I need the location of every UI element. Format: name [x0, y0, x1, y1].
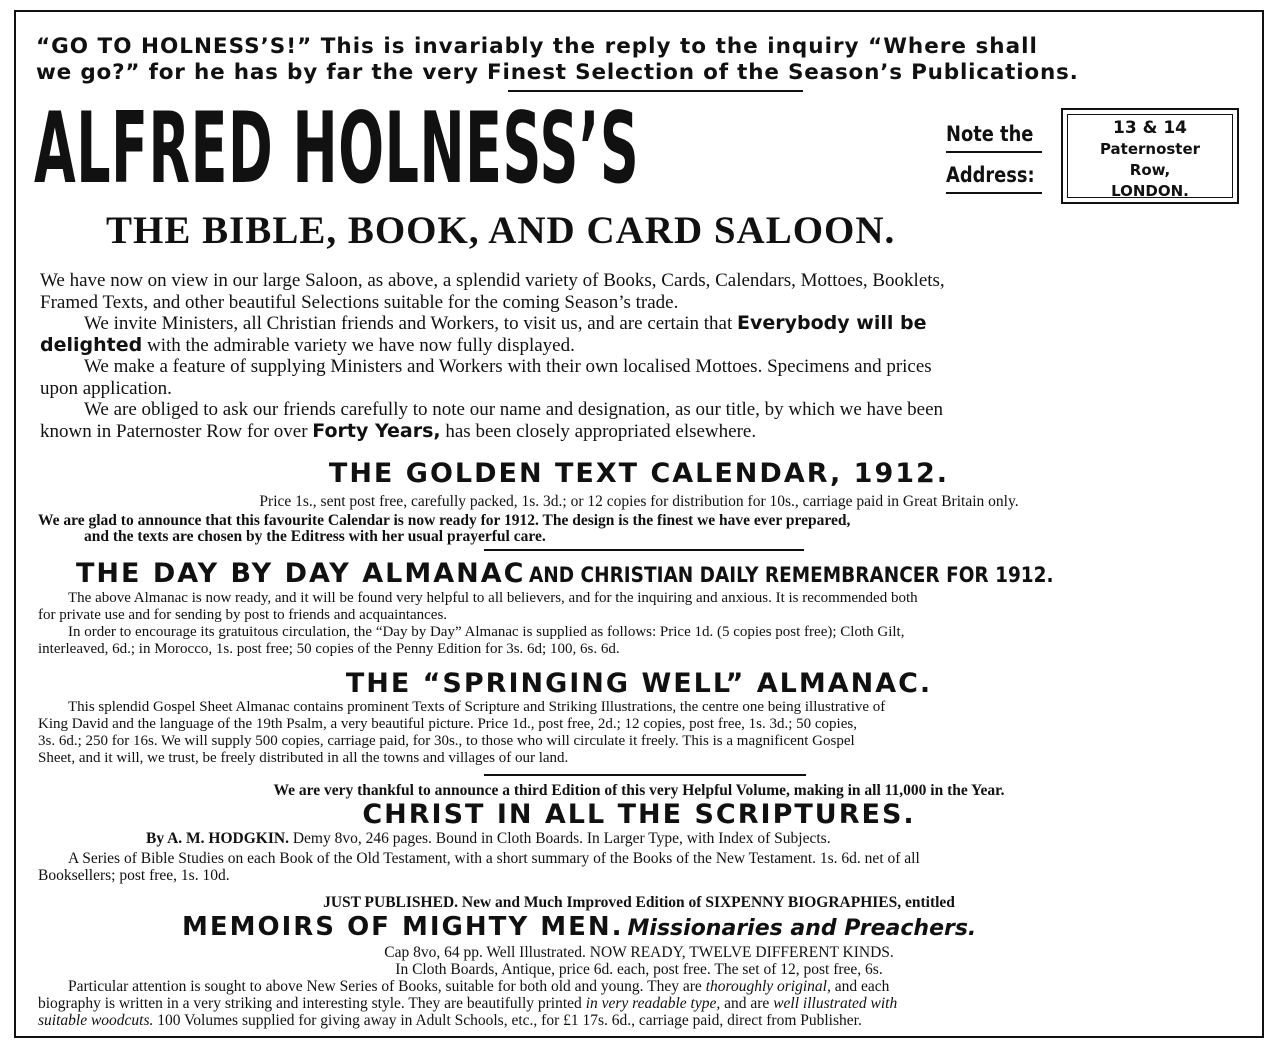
divider: [484, 549, 804, 551]
memoirs-italic: thoroughly original,: [705, 978, 831, 995]
memoirs-text-span: and are: [724, 995, 770, 1012]
body-line: We make a feature of supplying Ministers and Workers with their own localised Mottoes. Specimens and prices: [84, 356, 932, 377]
body-line: [40, 421, 1240, 443]
almanac-line: interleaved, 6d.; in Morocco, 1s. post free; 50 copies of the Penny Edition for 3s. 6d; 100, 6s. 6d.: [38, 641, 620, 657]
address-street: Paternoster: [1099, 140, 1201, 158]
memoirs-subtitle: Missionaries and Preachers.: [627, 916, 977, 941]
memoirs-italic: well illustrated with: [773, 995, 898, 1012]
address-city: LONDON.: [1111, 182, 1189, 200]
divider: [946, 151, 1042, 153]
intro-line-1-rest: This is invariably the reply to the inquiry “Where shall: [320, 34, 1038, 59]
body-text-span: We have now on view in our large Saloon, as above, a splendid variety of Books, Cards, Calendars, Mottoes, Booklets,: [40, 270, 945, 291]
memoirs-line: Cap 8vo, 64 pp. Well Illustrated. NOW READY, TWELVE DIFFERENT KINDS.: [384, 944, 894, 961]
springing-line: 3s. 6d.; 250 for 16s. We will supply 500 copies, carriage paid, for 30s., to those who will circulate it freely. This is a magnificent Gospel: [38, 733, 855, 749]
christ-text: [38, 850, 1253, 884]
intro-quote: “GO TO HOLNESS’S!”: [36, 34, 313, 59]
address-label: Address:: [946, 163, 1035, 187]
memoirs-text-span: and each: [834, 978, 890, 995]
christ-title: CHRIST IN ALL THE SCRIPTURES.: [362, 799, 916, 830]
note-the-label: Note the: [946, 122, 1034, 146]
divider: [946, 192, 1042, 194]
memoirs-line: [38, 995, 1253, 1012]
address-row: Row,: [1129, 161, 1171, 179]
memoirs-title: MEMOIRS OF MIGHTY MEN.: [182, 912, 624, 942]
memoirs-text-span: 100 Volumes supplied for giving away in Adult Schools, etc., for £1 17s. 6d., carriage paid, direct from Publisher.: [157, 1012, 862, 1029]
body-text-span: known in Paternoster Row for over: [40, 420, 308, 442]
emphasis-text: delighted: [40, 333, 143, 356]
body-line: We are obliged to ask our friends carefully to note our name and designation, as our title, by which we have been: [84, 399, 943, 420]
springing-well-title: THE “SPRINGING WELL” ALMANAC.: [345, 668, 933, 699]
golden-glad-line-1: We are glad to announce that this favourite Calendar is now ready for 1912. The design is the finest we have ever prepared,: [38, 512, 851, 529]
body-text-span: with the admirable variety we have now fully displayed.: [146, 334, 575, 356]
memoirs-line: [38, 978, 1253, 995]
memoirs-italic: in very readable type,: [585, 995, 721, 1012]
memoirs-announcement: JUST PUBLISHED. New and Much Improved Edition of SIXPENNY BIOGRAPHIES, entitled: [323, 894, 955, 911]
almanac-line: The above Almanac is now ready, and it will be found very helpful to all believers, and for the inquiring and anxious. It is recommended both: [68, 590, 918, 606]
advertisement: [14, 10, 1264, 1038]
springing-line: Sheet, and it will, we trust, be freely distributed in all the towns and villages of our land.: [38, 750, 569, 766]
springing-well-text: [38, 699, 1253, 767]
body-text-span: We invite Ministers, all Christian friends and Workers, to visit us, and are certain that: [84, 313, 733, 334]
divider: [484, 774, 806, 776]
body-text: [40, 270, 1240, 442]
memoirs-text: [38, 978, 1253, 1029]
christ-author: By A. M. HODGKIN.: [146, 830, 289, 847]
emphasis-text: Everybody will be: [737, 312, 927, 334]
christ-line: Booksellers; post free, 1s. 10d.: [38, 867, 230, 884]
tagline: THE BIBLE, BOOK, AND CARD SALOON.: [106, 209, 896, 252]
body-line: [40, 270, 1240, 292]
memoirs-italic: suitable woodcuts.: [38, 1012, 154, 1029]
almanac-line: In order to encourage its gratuitous circulation, the “Day by Day” Almanac is supplied as follows: Price 1d. (5 copies post free); Cloth Gilt,: [68, 624, 905, 640]
springing-line: King David and the language of the 19th Psalm, a very beautiful picture. Price 1d., post free, 2d.; 12 copies, post free, 1s. 3d.; 50 copies,: [38, 716, 857, 732]
golden-price-line: Price 1s., sent post free, carefully packed, 1s. 3d.; or 12 copies for distribution for 10s., carriage paid in Great Britain only.: [259, 493, 1019, 510]
emphasis-text: Forty Years,: [312, 419, 441, 442]
body-line: Framed Texts, and other beautiful Selections suitable for the coming Season’s trade.: [40, 291, 679, 313]
address-block: [1063, 118, 1237, 202]
memoirs-text-span: biography is written in a very striking and interesting style. They are beautifully printed: [38, 995, 582, 1012]
company-name: ALFRED HOLNESS’S: [34, 92, 640, 206]
body-line: [40, 335, 1240, 357]
almanac-text: [38, 590, 1253, 658]
intro-line-2: we go?” for he has by far the very Finest Selection of the Season’s Publications.: [36, 60, 1079, 85]
intro-line-1: [36, 34, 1038, 59]
almanac-title: [76, 558, 1126, 589]
golden-glad-line-2: and the texts are chosen by the Editress with her usual prayerful care.: [84, 528, 546, 545]
address-box: [1061, 108, 1239, 204]
memoirs-line: [38, 1012, 1253, 1029]
address-number: 13 & 14: [1113, 118, 1187, 138]
christ-byline: [146, 830, 831, 848]
almanac-title-sub: AND CHRISTIAN DAILY REMEMBRANCER FOR 1912.: [529, 563, 1054, 587]
body-line: upon application.: [40, 377, 172, 399]
memoirs-line: In Cloth Boards, Antique, price 6d. each, post free. The set of 12, post free, 6s.: [395, 961, 883, 978]
almanac-line: for private use and for sending by post to friends and acquaintances.: [38, 607, 448, 623]
christ-details: Demy 8vo, 246 pages. Bound in Cloth Boards. In Larger Type, with Index of Subjects.: [292, 830, 831, 847]
body-text-span: has been closely appropriated elsewhere.: [445, 420, 757, 442]
body-line: [40, 313, 1240, 335]
christ-line: A Series of Bible Studies on each Book of the Old Testament, with a short summary of the Books of the New Testament. 1s. 6d. net of all: [68, 850, 920, 867]
memoirs-text-span: Particular attention is sought to above New Series of Books, suitable for both old and young. They are: [68, 978, 702, 995]
springing-line: This splendid Gospel Sheet Almanac contains prominent Texts of Scripture and Striking Illustrations, the centre one being illustrative of: [68, 699, 886, 715]
golden-calendar-title: THE GOLDEN TEXT CALENDAR, 1912.: [328, 458, 950, 489]
almanac-title-main: THE DAY BY DAY ALMANAC: [76, 558, 526, 589]
christ-announcement: We are very thankful to announce a third Edition of this very Helpful Volume, making in all 11,000 in the Year.: [273, 782, 1005, 799]
memoirs-title-block: [182, 912, 976, 942]
memoirs-details: [16, 944, 1262, 978]
